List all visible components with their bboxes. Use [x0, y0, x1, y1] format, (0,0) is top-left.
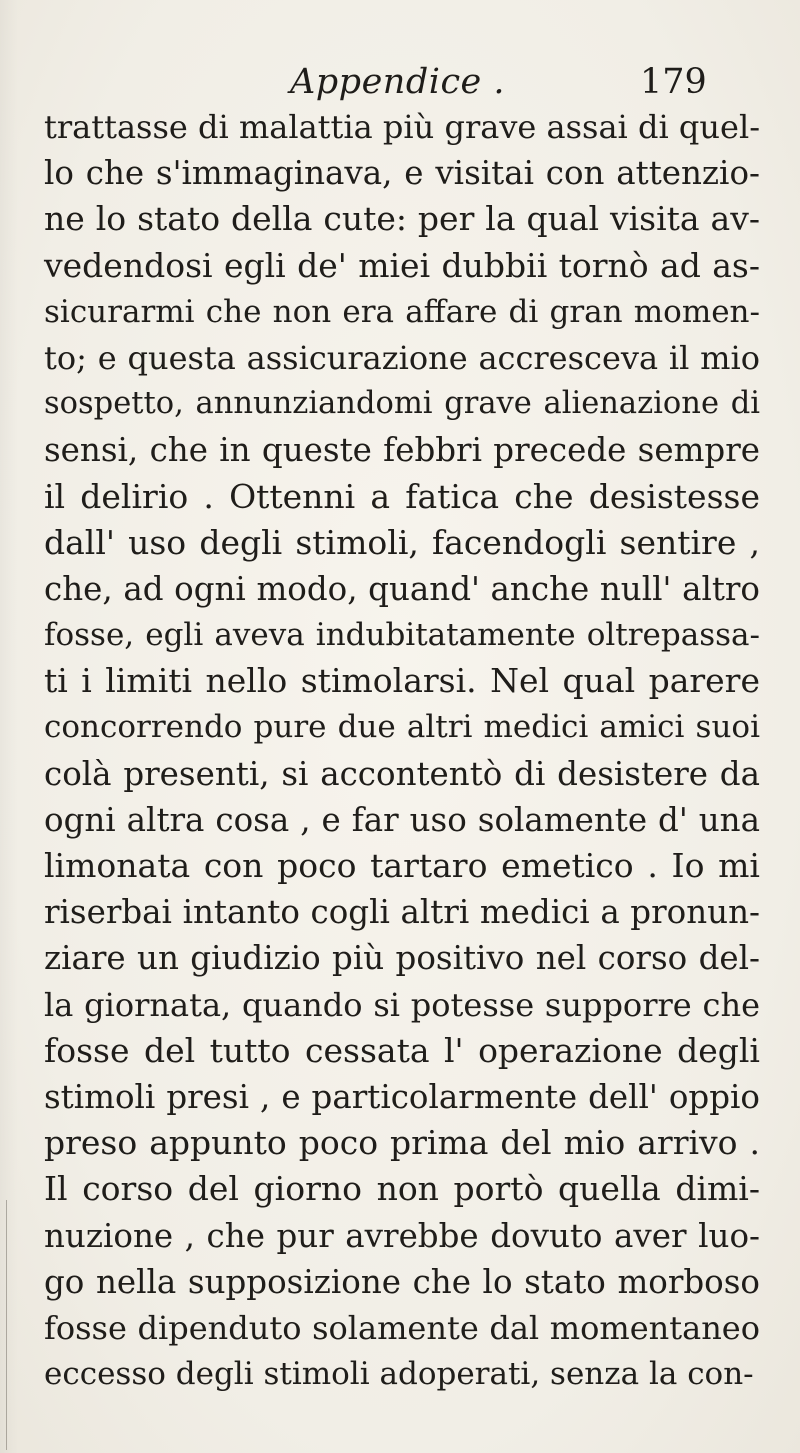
page-edge-line — [6, 1200, 7, 1450]
text-line: ne lo stato della cute: per la qual visita av- — [44, 199, 760, 239]
text-line: limonata con poco tartaro emetico . Io mi — [44, 846, 760, 885]
page-number: 179 — [640, 62, 707, 102]
text-line: riserbai intanto cogli altri medici a pronun- — [44, 893, 760, 932]
text-line: sicurarmi che non era affare di gran momen- — [44, 293, 760, 330]
text-line: to; e questa assicurazione accresceva il mio — [44, 338, 760, 377]
text-line: go nella supposizione che lo stato morboso — [44, 1262, 760, 1301]
running-head: Appendice . — [290, 62, 506, 102]
text-line: sospetto, annunziandomi grave alienazione di — [44, 386, 760, 422]
text-line: lo che s'immaginava, e visitai con attenzio- — [44, 154, 760, 193]
text-line: fosse dipenduto solamente dal momentaneo — [44, 1308, 760, 1347]
text-line: ti i limiti nello stimolarsi. Nel qual parere — [44, 661, 760, 701]
text-line: colà presenti, si accontentò di desistere da — [44, 754, 760, 793]
page-header — [0, 62, 800, 106]
text-line: fosse del tutto cessata l' operazione degli — [44, 1030, 760, 1070]
text-line: la giornata, quando si potesse supporre che — [44, 985, 760, 1024]
text-line: eccesso degli stimoli adoperati, senza la con- — [44, 1356, 754, 1393]
text-line: ogni altra cosa , e far uso solamente d' una — [44, 800, 760, 839]
text-line: sensi, che in queste febbri precede sempre — [44, 431, 760, 470]
text-line: trattasse di malattia più grave assai di quel- — [44, 108, 760, 146]
text-line: concorrendo pure due altri medici amici suoi — [44, 709, 760, 746]
text-line: dall' uso degli stimoli, facendogli sentire , — [44, 522, 760, 562]
text-line: preso appunto poco prima del mio arrivo . — [44, 1123, 760, 1163]
text-line: ziare un giudizio più positivo nel corso del- — [44, 939, 760, 978]
text-line: Il corso del giorno non portò quella dimi- — [44, 1169, 760, 1209]
text-line: nuzione , che pur avrebbe dovuto aver luo- — [44, 1216, 760, 1255]
text-line: vedendosi egli de' miei dubbii tornò ad as- — [44, 245, 760, 285]
text-line: che, ad ogni modo, quand' anche null' altro — [44, 569, 760, 608]
body-text — [44, 104, 760, 1397]
text-line: fosse, egli aveva indubitatamente oltrepassa- — [44, 617, 760, 654]
text-line: il delirio . Ottenni a fatica che desistesse — [44, 476, 760, 516]
text-line: stimoli presi , e particolarmente dell' oppio — [44, 1077, 760, 1116]
